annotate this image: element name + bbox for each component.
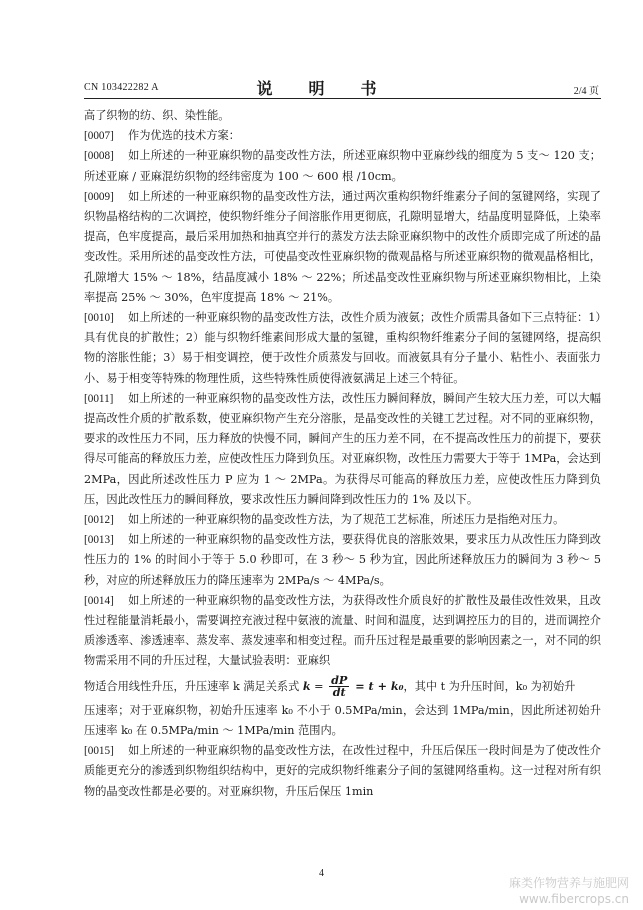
header-patent-number: CN 103422282 A (84, 82, 159, 93)
document-body (84, 106, 601, 802)
paragraph-text: 高了织物的纺、织、染性能。 (84, 109, 230, 122)
paragraph-0012 (84, 510, 601, 530)
paragraph-text: 如上所述的一种亚麻织物的晶变改性方法，在改性过程中，升压后保压一段时间是为了使改性介质能更充分的渗透到织物组织结构中，更好的完成织物纤维素分子间的氢键网络重构。这一过程对所有织物的晶变改性都是必要的。对亚麻织物，升压后保压 1min (84, 744, 601, 798)
header-page-info: 2/4 页 (573, 86, 599, 97)
paragraph-number: [0009] (84, 190, 114, 203)
formula-lhs: k (302, 678, 311, 693)
paragraph-continuation (84, 701, 601, 741)
paragraph-text: 如上所述的一种亚麻织物的晶变改性方法，为获得改性介质良好的扩散性及最佳改性效果，且改性过程能量消耗最小，需要调控充液过程中氨液的流量、时间和温度，达到调控压力的目的，进而调控介质渗透率、渗透速率、蒸发率、蒸发速率和相变过程。而升压过程是最重要的影响因素之一，对不同的织物需采用不同的升压过程，大量试验表明：亚麻织 (84, 593, 601, 668)
paragraph-number: [0014] (84, 594, 114, 607)
paragraph-0015 (84, 741, 601, 802)
paragraph-text: 压速率；对于亚麻织物，初始升压速率 k₀ 不小于 0.5MPa/min，会达到 1MPa/min，因此所述初始升压速率 k₀ 在 0.5MPa/min ～ 1MPa/min 范围内。 (84, 703, 601, 737)
paragraph-number: [0007] (84, 130, 114, 143)
paragraph-text: 如上所述的一种亚麻织物的晶变改性方法，通过两次重构织物纤维素分子间的氢键网络，实现了织物晶格结构的二次调控，使织物纤维分子间溶胀作用更彻底，孔隙明显增大，结晶度明显降低，上染率提高，色牢度提高，最后采用加热和抽真空并行的蒸发方法去除亚麻织物中的改性介质即完成了所述的晶变改性。采用所述的晶变改性方法，可使晶变改性亚麻织物的微观晶格与所述亚麻织物的微观晶格相比，孔隙增大 15% ～ 18%，结晶度减小 18% ～ 22%；所述晶变改性亚麻织物与所述亚麻织物相比，上染率提高 25% ～ 30%，色牢度提高 18% ～ 21%。 (84, 189, 601, 304)
watermark-line1: 麻类作物营养与施肥网 (508, 876, 629, 890)
header-divider (84, 98, 601, 99)
paragraph-0007 (84, 126, 601, 146)
paragraph-0013 (84, 530, 601, 591)
watermark-line2: www.fibercrops.cn (519, 892, 629, 906)
paragraph-text: 如上所述的一种亚麻织物的晶变改性方法，要获得优良的溶胀效果，要求压力从改性压力降到改性压力的 1% 的时间小于等于 5.0 秒即可，在 3 秒～ 5 秒为宜，因此所述释放压力的瞬间为 3 秒～ 5 秒，对应的所述释放压力的降压速率为 2MPa/s ～ 4MPa/s。 (84, 533, 601, 587)
paragraph-text: 作为优选的技术方案： (128, 129, 240, 143)
paragraph-0009 (84, 187, 601, 308)
paragraph-number: [0015] (84, 745, 114, 758)
paragraph-text: 如上所述的一种亚麻织物的晶变改性方法，改性介质为液氨；改性介质需具备如下三点特征：1）具有优良的扩散性；2）能与织物纤维素间形成大量的氢键，重构织物纤维素分子间的氢键网络，提高织物的溶胀性能；3）易于相变调控，便于改性介质蒸发与回收。而液氨具有分子量小、粘性小、表面张力小、易于相变等特殊的物理性质，这些特殊性质使得液氨满足上述三个特征。 (84, 311, 601, 385)
paragraph-number: [0012] (84, 514, 114, 527)
paragraph-0014 (84, 591, 601, 672)
formula-equals: = (310, 679, 328, 693)
paragraph-0008 (84, 146, 601, 186)
formula-text-before: 物适合用线性升压，升压速率 k 满足关系式 (84, 679, 303, 693)
paragraph-0011 (84, 389, 601, 510)
formula-numerator: dP (331, 673, 348, 688)
page-title: 说 明 书 (256, 79, 387, 98)
paragraph-continuation (84, 106, 601, 126)
paragraph-text: 如上所述的一种亚麻织物的晶变改性方法，改性压力瞬间释放，瞬间产生较大压力差，可以大幅提高改性介质的扩散系数，使亚麻织物产生充分溶胀，是晶变改性的关键工艺过程。对不同的亚麻织物，要求的改性压力不同，压力释放的快慢不同，瞬间产生的压力差不同，在不提高改性压力的前提下，要获得尽可能高的释放压力差，应使改性压力降到负压。对亚麻织物，改性压力需要大于等于 1MPa，会达到 2MPa，因此所述改性压力 P 应为 1 ～ 2MPa。为获得尽可能高的释放压力差，应使改性压力降到负压，因此改性压力的瞬间释放，要求改性压力瞬间降到改性压力的 1% 及以下。 (84, 391, 601, 506)
paragraph-number: [0008] (84, 150, 114, 163)
formula-text-after: ，其中 t 为升压时间，k₀ 为初始升 (403, 679, 576, 693)
paragraph-number: [0011] (84, 392, 114, 405)
page-number: 4 (319, 868, 324, 879)
paragraph-number: [0013] (84, 534, 114, 547)
formula-denominator: dt (332, 685, 346, 700)
paragraph-text: 如上所述的一种亚麻织物的晶变改性方法，所述亚麻织物中亚麻纱线的细度为 5 支～ 120 支；所述亚麻 / 亚麻混纺织物的经纬密度为 100 ～ 600 根 /10cm。 (84, 149, 601, 183)
watermark (509, 875, 629, 907)
formula-fraction (329, 675, 349, 698)
paragraph-number: [0010] (84, 312, 114, 325)
formula-rhs: = t + k₀ (351, 678, 404, 693)
paragraph-0010 (84, 308, 601, 389)
formula-line (84, 672, 601, 701)
paragraph-text: 如上所述的一种亚麻织物的晶变改性方法，为了规范工艺标准，所述压力是指绝对压力。 (128, 513, 565, 527)
